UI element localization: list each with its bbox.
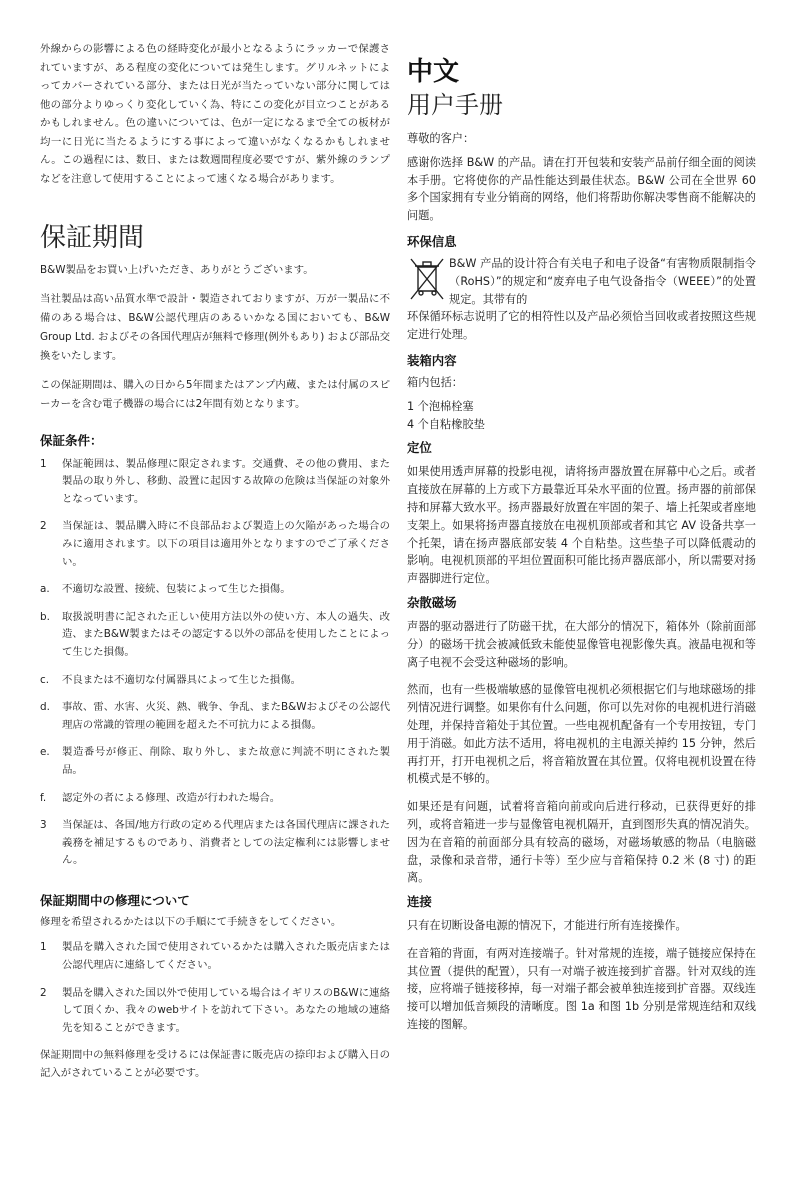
item-text: 事故、雷、水害、火災、熱、戦争、争乱、またB&Wおよびその公認代理店の常識的管理の範囲を超えた不可抗力による損傷。: [62, 701, 390, 731]
connection-text-2: 在音箱的背面，有两对连接端子。针对常规的连接，端子链接应保持在其位置（提供的配置），只有一对端子被连接到扩音器。针对双线的连接，应将端子链接移掉，每一对端子都会被单独连接到扩音器。双线连接可以增加低音频段的清晰度。图 1a 和图 1b 分别是常规连结和双线连接的图解。: [407, 946, 756, 1032]
magnetic-text-2: 然而，也有一些极端敏感的显像管电视机必须根据它们与地球磁场的排列情况进行调整。如果你有什么问题，你可以先对你的电视机进行消磁处理，并保持音箱处于其位置。一些电视机配备有一个专用按钮，专门用于消磁。如此方法不适用，将电视机的主电源关掉约 15 分钟，然后再打开，打开电视机之后，将音箱放置在其位置。仅将电视机设置在待机模式是不够的。: [407, 683, 756, 786]
item-marker: d.: [40, 701, 50, 714]
box-title: 装箱内容: [407, 352, 457, 368]
box-item: 1 个泡棉栓塞: [407, 399, 474, 413]
connection-text-1: 只有在切断设备电源的情况下，才能进行所有连接操作。: [407, 919, 687, 933]
language-title: 中文: [407, 57, 460, 87]
magnetic-text-3: 如果还是有问题，试着将音箱向前或向后进行移动，已获得更好的排列，或将音箱进一步与显像管电视机隔开，直到图形失真的情况消失。因为在音箱的前面部分具有较高的磁场，对磁场敏感的物品（电脑磁盘，录像和录音带，通行卡等）至少应与音箱保持 0.2 米 (8 寸) 的距离。: [407, 800, 756, 885]
env-text-1: B&W 产品的设计符合有关电子和电子设备“有害物质限制指令（RoHS）”的规定和“废弃电子电气设备指令（WEEE）”的处置规定。其带有的: [449, 256, 756, 306]
repair-item: [40, 939, 390, 974]
repair-note: 保証期間中の無料修理を受けるには保証書に販売店の捺印および購入日の記入がされていることが必要です。: [40, 1049, 390, 1080]
warranty-period: この保証期間は、購入の日から5年間またはアンプ内蔵、または付属のスピーカーを含む電子機器の場合には2年間有効となります。: [40, 378, 390, 410]
chinese-column: [407, 40, 756, 1034]
position-title: 定位: [407, 440, 432, 456]
item-marker: a.: [40, 583, 50, 596]
item-marker: e.: [40, 746, 50, 759]
item-text: 保証範囲は、製品修理に限定されます。交通費、その他の費用、また製品の取り外し、移動、設置に起因する故障の危険は当保証の対象外となっています。: [62, 457, 390, 505]
item-text: 製品を購入された国以外で使用している場合はイギリスのB&Wに連絡して頂くか、我々のwebサイトを訪れて下さい。あなたの地域の連絡先を知ることができます。: [62, 986, 390, 1034]
item-marker: 2: [40, 986, 47, 999]
item-marker: 2: [40, 520, 47, 533]
condition-item: [40, 672, 390, 690]
item-marker: 1: [40, 457, 47, 470]
item-marker: b.: [40, 610, 50, 623]
magnetic-title: 杂散磁场: [407, 594, 457, 610]
manual-title: 用户手册: [407, 91, 503, 119]
item-text: 取扱説明書に記された正しい使用方法以外の使い方、本人の過失、改造、またB&W製またはその認定する以外の部品を使用したことによって生じた損傷。: [62, 610, 390, 658]
condition-item: [40, 456, 390, 509]
condition-item: [40, 817, 390, 870]
condition-item: [40, 790, 390, 808]
warranty-thanks: B&W製品をお買い上げいただき、ありがとうございます。: [40, 264, 314, 276]
item-marker: 3: [40, 819, 47, 832]
weee-bin-icon: [407, 255, 447, 305]
item-marker: 1: [40, 941, 47, 954]
warranty-title: 保証期間: [40, 223, 145, 253]
env-text-2: 环保循环标志说明了它的相符性以及产品必须恰当回收或者按照这些规定进行处理。: [407, 310, 756, 342]
conditions-title: 保証条件：: [40, 432, 103, 448]
condition-item: [40, 699, 390, 734]
box-item: 4 个自粘橡胶垫: [407, 417, 485, 431]
condition-item: [40, 744, 390, 779]
greeting: 尊敬的客户：: [407, 132, 475, 145]
repair-item: [40, 985, 390, 1038]
weee-block: [407, 255, 756, 308]
repair-intro: 修理を希望されるかたは以下の手順にて手続きをしてください。: [40, 915, 342, 928]
item-marker: f.: [40, 791, 47, 804]
env-title: 环保信息: [407, 233, 457, 249]
condition-item: [40, 518, 390, 571]
magnetic-text-1: 声器的驱动器进行了防磁干扰，在大部分的情况下，箱体外（除前面部分）的磁场干扰会被减低致未能使显像管电视影像失真。液晶电视和等离子电视不会受这种磁场的影响。: [407, 619, 756, 669]
japanese-column: [40, 40, 390, 1083]
item-marker: c.: [40, 673, 50, 686]
item-text: 不適切な設置、接続、包装によって生じた損傷。: [62, 583, 291, 596]
position-text: 如果使用透声屏幕的投影电视，请将扬声器放置在屏幕中心之后。或者直接放在屏幕的上方或下方最靠近耳朵水平面的位置。扬声器的前部保持和屏幕大致水平。扬声器最好放置在牢固的架子、墙上托架或者座地支架上。如果将扬声器直接放在电视机顶部或者和其它 AV 设备共享一个托架，请在扬声器底部安装 4 个自粘垫。这些垫子可以降低震动的影响。电视机顶部的平坦位置面积可能比扬声器底部小，所以需要对扬声器脚进行定位。: [407, 465, 756, 586]
item-text: 不良または不適切な付属器具によって生じた損傷。: [62, 673, 301, 686]
repair-title: 保証期間中の修理について: [40, 892, 190, 908]
item-text: 製造番号が修正、削除、取り外し、また故意に判読不明にされた製品。: [62, 746, 390, 776]
item-text: 認定外の者による修理、改造が行われた場合。: [62, 791, 281, 804]
warranty-quality: 当社製品は高い品質水準で設計・製造されておりますが、万が一製品に不備のある場合は、B&W公認代理店のあるいかなる国においても、B&W Group Ltd. およびその各国代理店が無料で修理(例外もあり) および部品交換をいたします。: [40, 292, 390, 362]
item-text: 当保証は、製品購入時に不良部品および製造上の欠陥があった場合のみに適用されます。以下の項目は適用外となりますのでご了承ください。: [62, 520, 390, 568]
conditions-list: [40, 456, 390, 870]
condition-item: [40, 581, 390, 599]
connection-title: 连接: [407, 894, 432, 910]
box-intro: 箱内包括：: [407, 375, 463, 389]
lacquer-paragraph: 外線からの影響による色の経時変化が最小となるようにラッカーで保護されていますが、ある程度の変化については発生します。グリルネットによってカバーされている部分、または日光が当たっていない部分に関しては他の部分よりゆっくり変化していく為、特にこの変化が目立つことがあるかもしれません。色の違いについては、色が一定になるまで全ての板材が均一に日光に当たるようにする事によって違いがなくなるかもしれません。この過程には、数日、または数週間程度必要ですが、紫外線のランプなどを注意して使用することによって速くなる場合があります。: [40, 43, 390, 185]
thanks-paragraph: 感谢你选择 B&W 的产品。请在打开包装和安装产品前仔细全面的阅读本手册。它将使你的产品性能达到最佳状态。B&W 公司在全世界 60 多个国家拥有专业分销商的网络，他们将帮助你解决零售商不能解决的问题。: [407, 155, 756, 223]
item-text: 当保証は、各国/地方行政の定める代理店または各国代理店に課された義務を補足するものであり、消費者としての法定権利には影響しません。: [62, 819, 390, 867]
condition-item: [40, 609, 390, 662]
item-text: 製品を購入された国で使用されているかたは購入された販売店または公認代理店に連絡してください。: [62, 941, 390, 972]
